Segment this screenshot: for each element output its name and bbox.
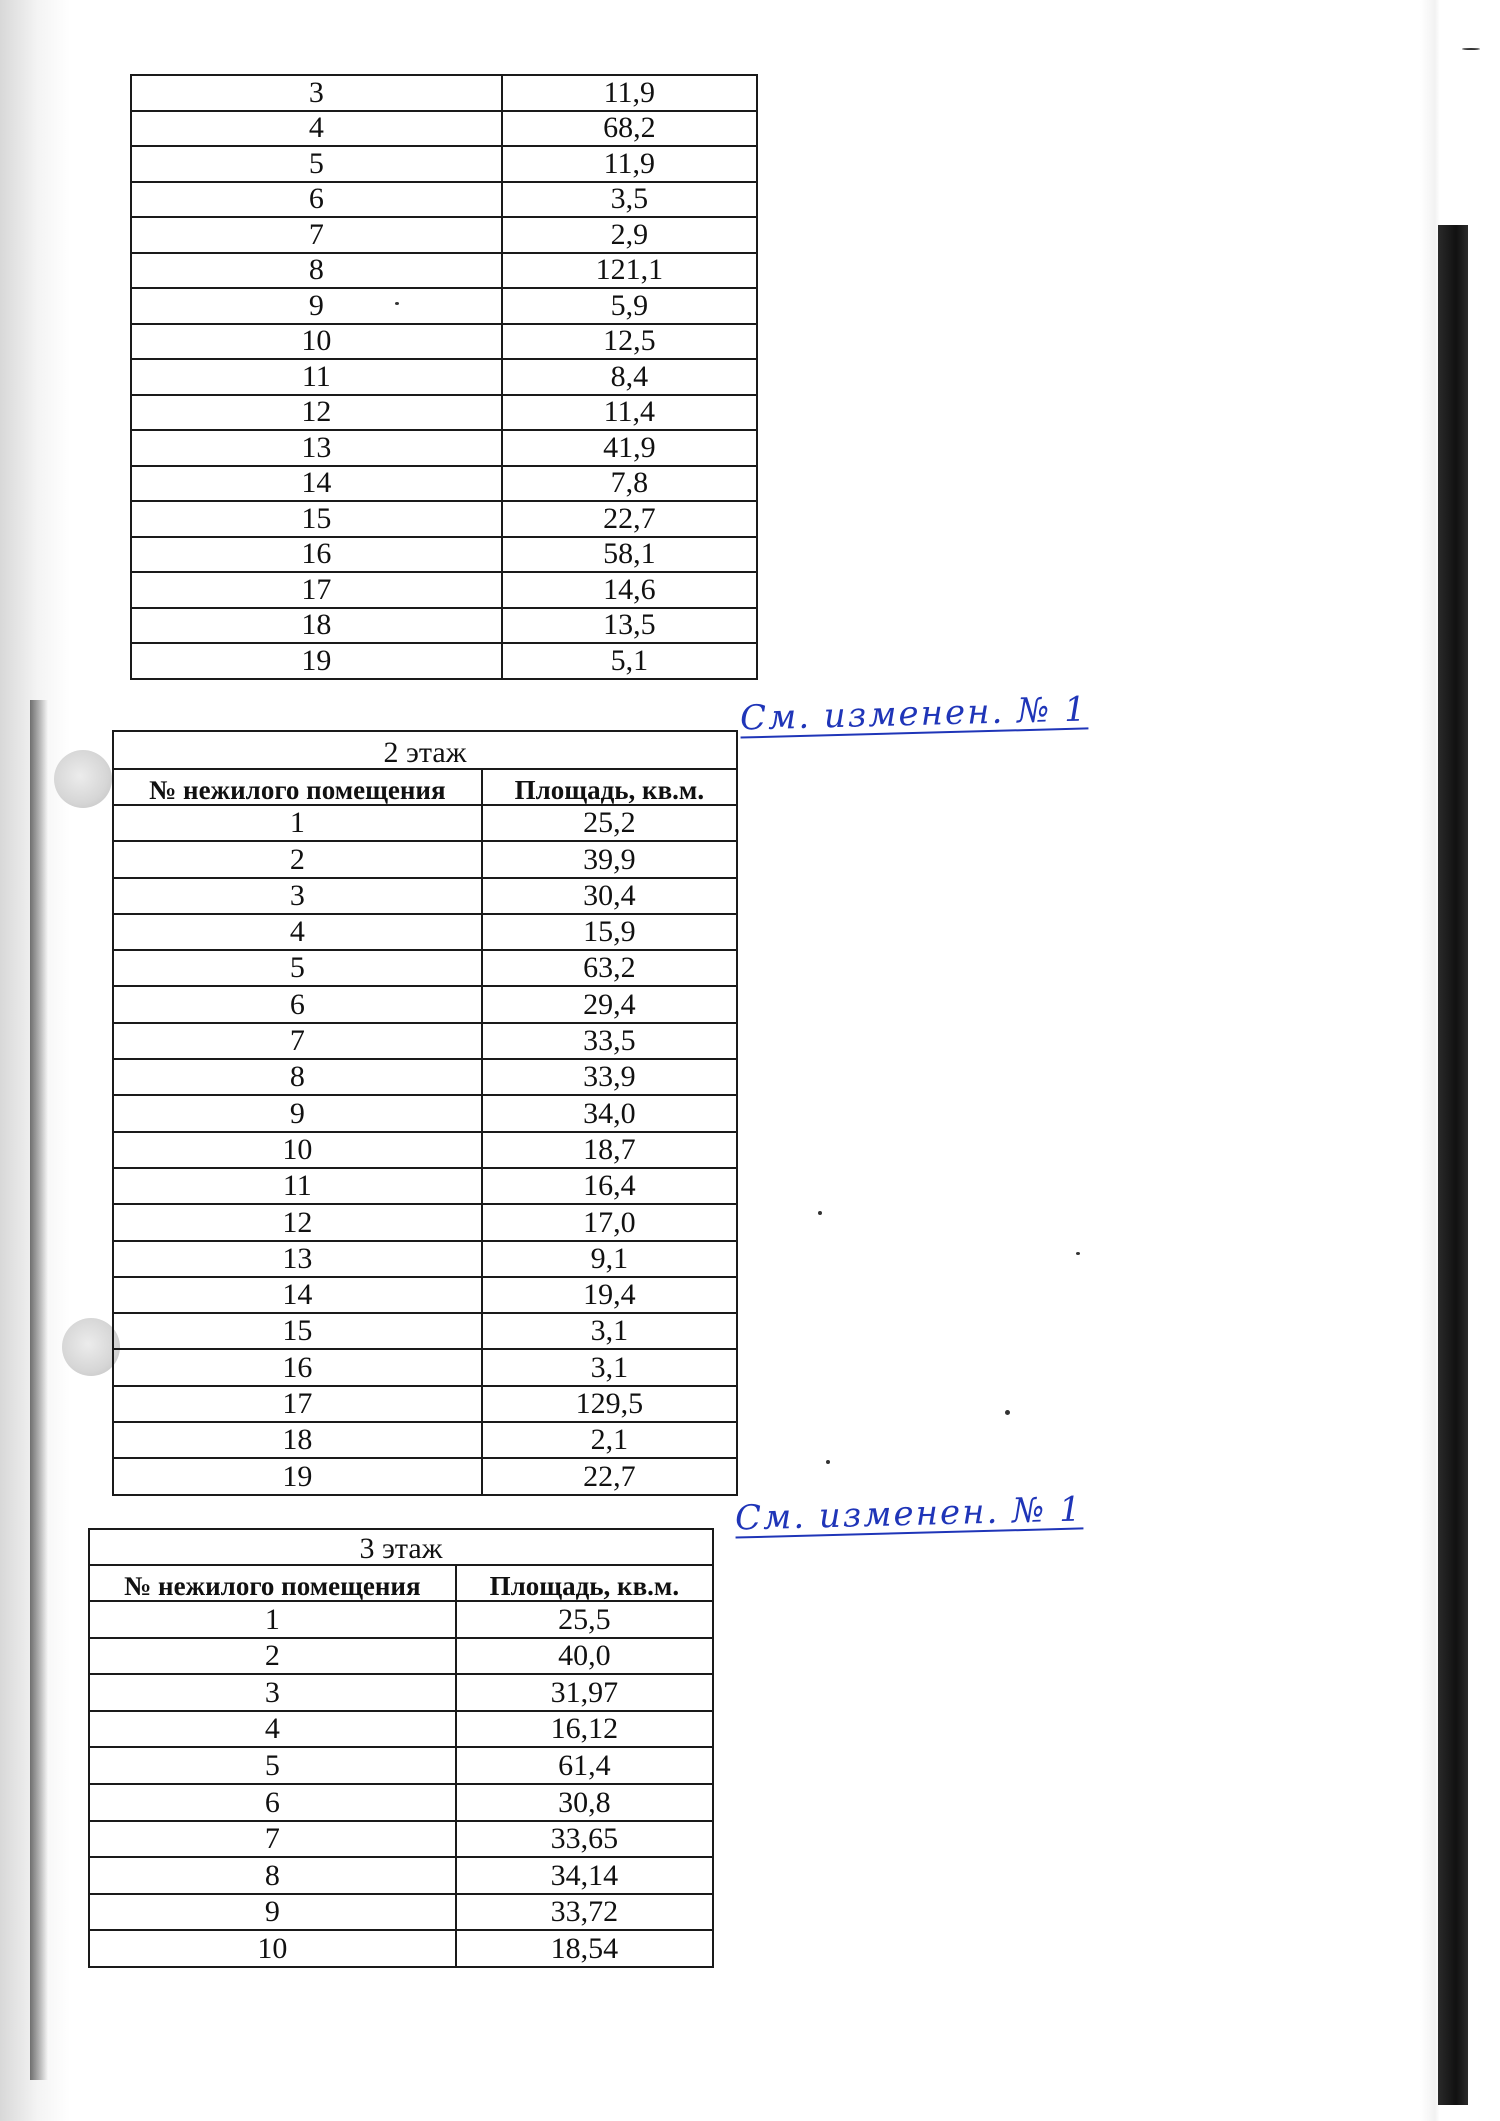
area-cell: 25,5 xyxy=(456,1601,713,1638)
table-row xyxy=(131,111,757,147)
table-row xyxy=(113,1386,737,1422)
room-number-cell: 15 xyxy=(131,501,502,537)
table-row xyxy=(113,1095,737,1131)
handwritten-note-2 xyxy=(735,1489,1084,1538)
area-cell: 17,0 xyxy=(482,1204,737,1240)
room-number-cell: 19 xyxy=(113,1458,482,1494)
area-cell: 15,9 xyxy=(482,914,737,950)
punch-hole-top xyxy=(54,750,112,808)
room-number-cell: 17 xyxy=(131,572,502,608)
floor1-continued-table xyxy=(130,74,758,680)
table-row xyxy=(89,1857,713,1894)
table-row xyxy=(131,572,757,608)
room-number-cell: 8 xyxy=(113,1059,482,1095)
room-number-cell: 2 xyxy=(89,1638,456,1675)
room-number-cell: 1 xyxy=(113,805,482,841)
area-cell: 41,9 xyxy=(502,430,757,466)
area-cell: 39,9 xyxy=(482,841,737,877)
table-row xyxy=(131,430,757,466)
area-cell: 13,5 xyxy=(502,608,757,644)
room-number-cell: 1 xyxy=(89,1601,456,1638)
room-number-cell: 3 xyxy=(113,878,482,914)
table-row xyxy=(131,146,757,182)
speck xyxy=(826,1460,830,1464)
speck xyxy=(1076,1252,1080,1255)
table-row xyxy=(89,1674,713,1711)
table-row xyxy=(113,841,737,877)
room-number-cell: 9 xyxy=(89,1894,456,1931)
room-number-cell: 4 xyxy=(131,111,502,147)
area-cell: 11,9 xyxy=(502,75,757,111)
scan-shadow-right xyxy=(1438,225,1468,2105)
table-row xyxy=(89,1747,713,1784)
table-row xyxy=(113,986,737,1022)
area-cell: 9,1 xyxy=(482,1241,737,1277)
area-cell: 25,2 xyxy=(482,805,737,841)
room-number-cell: 6 xyxy=(113,986,482,1022)
table-row xyxy=(131,75,757,111)
handwritten-note-1-text: См. изменен. № 1 xyxy=(739,689,1089,739)
room-number-cell: 10 xyxy=(131,324,502,360)
table-row xyxy=(131,253,757,289)
area-cell: 33,72 xyxy=(456,1894,713,1931)
room-number-cell: 14 xyxy=(113,1277,482,1313)
floor2-title: 2 этаж xyxy=(113,731,737,769)
floor2-table xyxy=(112,730,738,1496)
room-number-cell: 11 xyxy=(113,1168,482,1204)
area-cell: 14,6 xyxy=(502,572,757,608)
area-cell: 3,5 xyxy=(502,182,757,218)
area-cell: 61,4 xyxy=(456,1747,713,1784)
area-cell: 18,54 xyxy=(456,1930,713,1967)
handwritten-note-2-text: См. изменен. № 1 xyxy=(734,1489,1084,1539)
room-number-cell: 15 xyxy=(113,1313,482,1349)
room-number-cell: 10 xyxy=(113,1132,482,1168)
table-row xyxy=(131,608,757,644)
table-row xyxy=(113,914,737,950)
room-number-cell: 5 xyxy=(89,1747,456,1784)
table-row xyxy=(113,878,737,914)
area-cell: 18,7 xyxy=(482,1132,737,1168)
room-number-cell: 7 xyxy=(89,1821,456,1858)
room-number-cell: 6 xyxy=(89,1784,456,1821)
room-number-cell: 13 xyxy=(113,1241,482,1277)
area-cell: 11,4 xyxy=(502,395,757,431)
table-row xyxy=(131,643,757,679)
table-row xyxy=(89,1711,713,1748)
room-number-cell: 12 xyxy=(131,395,502,431)
table-row xyxy=(113,1204,737,1240)
table-row xyxy=(89,1601,713,1638)
area-cell: 68,2 xyxy=(502,111,757,147)
area-cell: 3,1 xyxy=(482,1349,737,1385)
area-cell: 33,9 xyxy=(482,1059,737,1095)
area-cell: 129,5 xyxy=(482,1386,737,1422)
table-row xyxy=(131,324,757,360)
floor3-area-header: Площадь, кв.м. xyxy=(456,1565,713,1601)
room-number-cell: 7 xyxy=(113,1023,482,1059)
handwritten-note-1 xyxy=(740,689,1089,738)
table-row xyxy=(89,1784,713,1821)
table-row xyxy=(113,1132,737,1168)
area-cell: 5,9 xyxy=(502,288,757,324)
room-number-cell: 13 xyxy=(131,430,502,466)
table-row xyxy=(113,1422,737,1458)
area-cell: 33,5 xyxy=(482,1023,737,1059)
table-row xyxy=(89,1821,713,1858)
area-cell: 22,7 xyxy=(502,501,757,537)
room-number-cell: 19 xyxy=(131,643,502,679)
room-number-cell: 4 xyxy=(89,1711,456,1748)
room-number-cell: 14 xyxy=(131,466,502,502)
room-number-cell: 10 xyxy=(89,1930,456,1967)
area-cell: 121,1 xyxy=(502,253,757,289)
area-cell: 30,8 xyxy=(456,1784,713,1821)
area-cell: 2,1 xyxy=(482,1422,737,1458)
table-row xyxy=(131,466,757,502)
floor3-table-body xyxy=(89,1601,713,1967)
room-number-cell: 9 xyxy=(113,1095,482,1131)
speck xyxy=(818,1211,822,1215)
room-number-cell: 4 xyxy=(113,914,482,950)
area-cell: 40,0 xyxy=(456,1638,713,1675)
room-number-cell: 18 xyxy=(113,1422,482,1458)
area-cell: 58,1 xyxy=(502,537,757,573)
room-number-cell: 7 xyxy=(131,217,502,253)
table-row xyxy=(113,1241,737,1277)
table-row xyxy=(113,1349,737,1385)
floor3-title: 3 этаж xyxy=(89,1529,713,1565)
table-row xyxy=(113,1277,737,1313)
table-row xyxy=(131,395,757,431)
area-cell: 7,8 xyxy=(502,466,757,502)
room-number-cell: 9 xyxy=(131,288,502,324)
table-row xyxy=(113,1059,737,1095)
table-row xyxy=(131,501,757,537)
area-cell: 3,1 xyxy=(482,1313,737,1349)
room-number-cell: 5 xyxy=(131,146,502,182)
area-cell: 29,4 xyxy=(482,986,737,1022)
table-row xyxy=(113,1313,737,1349)
table-row xyxy=(131,217,757,253)
room-number-cell: 12 xyxy=(113,1204,482,1240)
room-number-cell: 6 xyxy=(131,182,502,218)
speck xyxy=(1005,1410,1010,1415)
area-cell: 22,7 xyxy=(482,1458,737,1494)
area-cell: 19,4 xyxy=(482,1277,737,1313)
room-number-cell: 8 xyxy=(131,253,502,289)
area-cell: 8,4 xyxy=(502,359,757,395)
room-number-cell: 16 xyxy=(113,1349,482,1385)
area-cell: 31,97 xyxy=(456,1674,713,1711)
area-cell: 5,1 xyxy=(502,643,757,679)
area-cell: 12,5 xyxy=(502,324,757,360)
room-number-cell: 5 xyxy=(113,950,482,986)
table-row xyxy=(89,1894,713,1931)
table-row xyxy=(113,950,737,986)
table-row xyxy=(89,1638,713,1675)
table-row xyxy=(131,537,757,573)
area-cell: 16,12 xyxy=(456,1711,713,1748)
table-row xyxy=(131,182,757,218)
floor2-room-number-header: № нежилого помещения xyxy=(113,769,482,805)
room-number-cell: 17 xyxy=(113,1386,482,1422)
table-row xyxy=(113,1458,737,1494)
room-number-cell: 11 xyxy=(131,359,502,395)
area-cell: 34,0 xyxy=(482,1095,737,1131)
area-cell: 63,2 xyxy=(482,950,737,986)
area-cell: 2,9 xyxy=(502,217,757,253)
floor2-table-body xyxy=(113,805,737,1495)
speck xyxy=(1462,48,1480,50)
table-row xyxy=(113,1168,737,1204)
table-row xyxy=(113,805,737,841)
room-number-cell: 8 xyxy=(89,1857,456,1894)
area-cell: 34,14 xyxy=(456,1857,713,1894)
area-cell: 33,65 xyxy=(456,1821,713,1858)
table-row xyxy=(113,1023,737,1059)
area-cell: 11,9 xyxy=(502,146,757,182)
scan-shadow-left xyxy=(30,700,48,2080)
table-row xyxy=(89,1930,713,1967)
area-cell: 16,4 xyxy=(482,1168,737,1204)
floor2-area-header: Площадь, кв.м. xyxy=(482,769,737,805)
area-cell: 30,4 xyxy=(482,878,737,914)
room-number-cell: 18 xyxy=(131,608,502,644)
table-row xyxy=(131,359,757,395)
room-number-cell: 2 xyxy=(113,841,482,877)
floor1-table-body xyxy=(131,75,757,679)
floor3-table xyxy=(88,1528,714,1968)
room-number-cell: 3 xyxy=(89,1674,456,1711)
floor3-room-number-header: № нежилого помещения xyxy=(89,1565,456,1601)
room-number-cell: 3 xyxy=(131,75,502,111)
table-row xyxy=(131,288,757,324)
room-number-cell: 16 xyxy=(131,537,502,573)
